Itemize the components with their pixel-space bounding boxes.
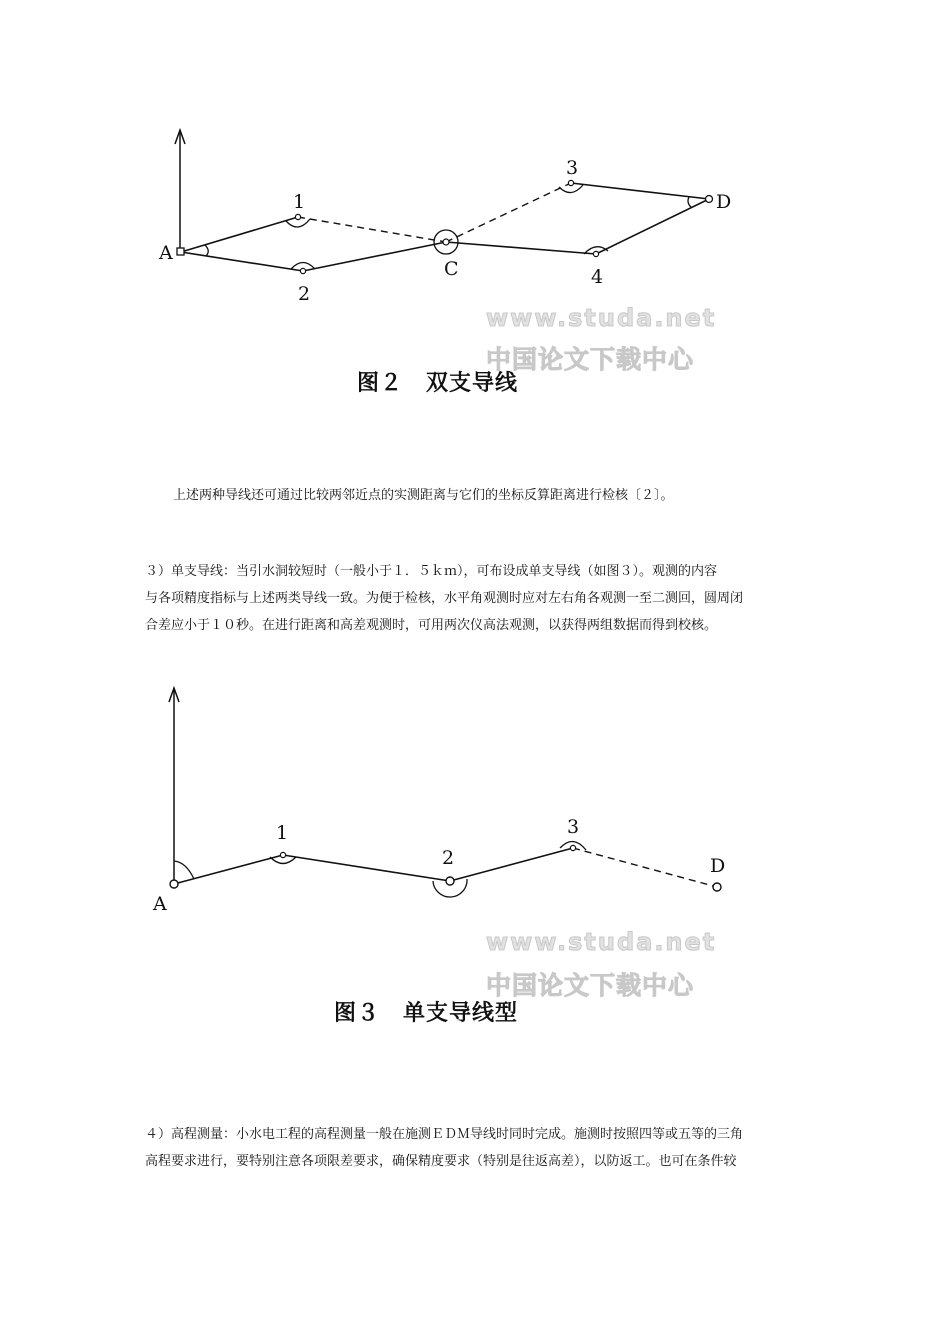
figure-2-caption: 图２ 双支导线 (357, 371, 519, 396)
station-1-point (295, 214, 300, 219)
leg-a-1 (181, 217, 298, 252)
station-d-point (706, 196, 713, 203)
paragraph-2-line-3: 合差应小于１０秒。在进行距离和高差观测时，可用两次仪高法观测，以获得两组数据而得到校核。 (145, 618, 718, 633)
leg-a-2 (181, 252, 303, 271)
paragraph-3-line-2: 高程要求进行，要特别注意各项限差要求，确保精度要求（特别是往返高差），以防返工。也可在条件较 (145, 1154, 737, 1169)
figure-3-caption: 图３ 单支导线型 (334, 1001, 519, 1026)
label-1: 1 (276, 822, 289, 844)
leg-2-c (303, 242, 446, 271)
angle-arc-a (174, 861, 194, 879)
leg-a-1 (174, 855, 283, 884)
label-3: 3 (566, 157, 579, 179)
station-3-point (570, 845, 575, 850)
station-2-point (300, 268, 305, 273)
label-2: 2 (442, 847, 455, 869)
leg-1-c (298, 217, 446, 242)
watermark-url: www.studa.net (486, 304, 717, 332)
angle-arc-a (205, 245, 208, 256)
watermark-url: www.studa.net (486, 928, 717, 956)
label-2: 2 (298, 283, 311, 305)
station-4-point (593, 251, 598, 256)
label-d: D (710, 855, 726, 877)
paragraph-3-line-1: ４）高程测量：小水电工程的高程测量一般在施测ＥＤＭ导线时同时完成。施测时按照四等或五等的三角 (145, 1127, 744, 1142)
watermark-text: 中国论文下载中心 (486, 345, 695, 374)
station-2-point (446, 877, 454, 885)
label-a: A (153, 893, 167, 915)
station-a-square (177, 248, 184, 255)
leg-3-d (571, 183, 709, 199)
station-a-point (170, 880, 178, 888)
leg-c-4 (446, 242, 596, 254)
label-4: 4 (591, 266, 604, 288)
label-c: C (444, 258, 459, 280)
leg-c-3 (446, 183, 571, 242)
station-c-point (443, 239, 449, 245)
figure-3 (0, 676, 950, 1026)
figure-3-diagram (0, 676, 950, 1026)
figure-2 (0, 120, 950, 420)
leg-2-3 (450, 848, 573, 881)
label-d: D (716, 191, 732, 213)
paragraph-2 (145, 558, 805, 639)
station-d-point (713, 883, 721, 891)
leg-3-d (573, 848, 717, 887)
label-1: 1 (293, 191, 306, 213)
station-3-point (568, 180, 573, 185)
paragraph-2-line-1: ３）单支导线：当引水洞较短时（一般小于１．５ｋｍ），可布设成单支导线（如图３）。观测的内容 (145, 564, 718, 579)
watermark-text: 中国论文下载中心 (486, 971, 695, 1000)
leg-1-2 (283, 855, 450, 881)
paragraph-3 (145, 1121, 805, 1175)
paragraph-2-line-2: 与各项精度指标与上述两类导线一致。为便于检核，水平角观测时应对左右角各观测一至二测回，圆周闭 (145, 591, 744, 606)
label-3: 3 (567, 816, 580, 838)
station-1-point (280, 852, 285, 857)
paragraph-1 (145, 482, 805, 509)
angle-arc-d (688, 197, 692, 208)
paragraph-1-line-1: 上述两种导线还可通过比较两邻近点的实测距离与它们的坐标反算距离进行检核〔２〕。 (173, 488, 674, 503)
label-a: A (159, 242, 173, 264)
